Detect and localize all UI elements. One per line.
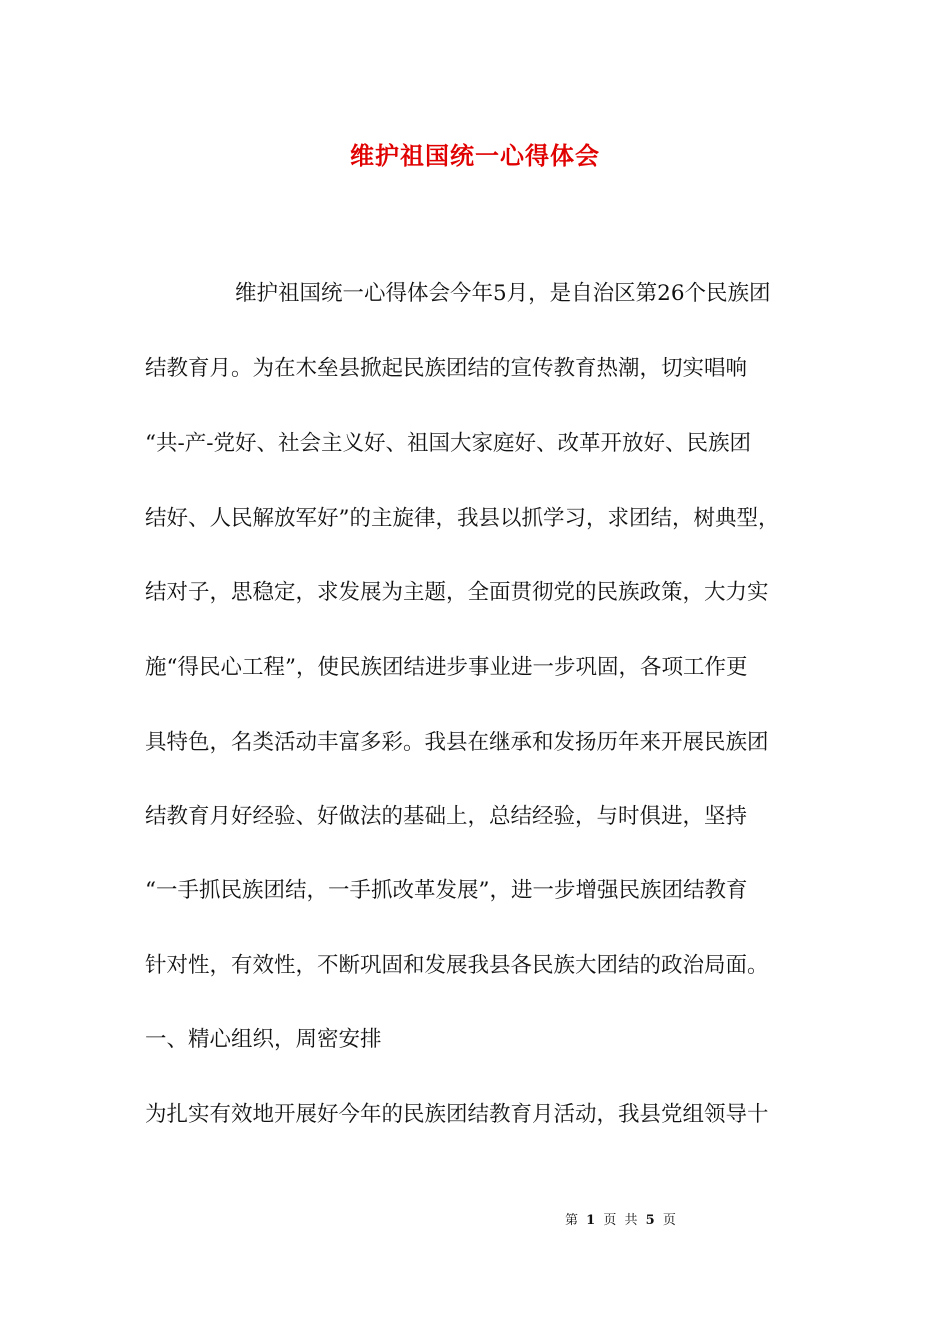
paragraph-line: “共-产-党好、社会主义好、祖国大家庭好、改革开放好、民族团 (145, 431, 752, 456)
paragraph-line: “一手抓民族团结，一手抓改革发展”，进一步增强民族团结教育 (145, 878, 748, 903)
footer-prefix: 第 (565, 1213, 581, 1228)
page-number-text (565, 1209, 678, 1228)
total-pages-number: 5 (645, 1213, 657, 1228)
footer-suffix: 页 (662, 1213, 678, 1228)
paragraph-line: 具特色，名类活动丰富多彩。我县在继承和发扬历年来开展民族团 (145, 730, 769, 755)
paragraph-line: 结教育月好经验、好做法的基础上，总结经验，与时俱进，坚持 (145, 804, 748, 829)
section-heading: 一、精心组织，周密安排 (145, 1027, 382, 1052)
paragraph-line: 结对子，思稳定，求发展为主题，全面贯彻党的民族政策，大力实 (145, 580, 769, 605)
document-title: 维护祖国统一心得体会 (350, 141, 600, 170)
paragraph-line: 为扎实有效地开展好今年的民族团结教育月活动，我县党组领导十 (145, 1102, 769, 1127)
current-page-number: 1 (586, 1213, 598, 1228)
paragraph-line: 结教育月。为在木垒县掀起民族团结的宣传教育热潮，切实唱响 (145, 356, 748, 381)
paragraph-line: 施“得民心工程”，使民族团结进步事业进一步巩固，各项工作更 (145, 655, 748, 680)
paragraph-line: 针对性，有效性，不断巩固和发展我县各民族大团结的政治局面。 (145, 953, 769, 978)
paragraph-line: 维护祖国统一心得体会今年5月，是自治区第26个民族团 (235, 281, 771, 306)
paragraph-line: 结好、人民解放军好”的主旋律，我县以抓学习，求团结，树典型， (145, 506, 780, 531)
footer-middle: 页 共 (603, 1213, 640, 1228)
